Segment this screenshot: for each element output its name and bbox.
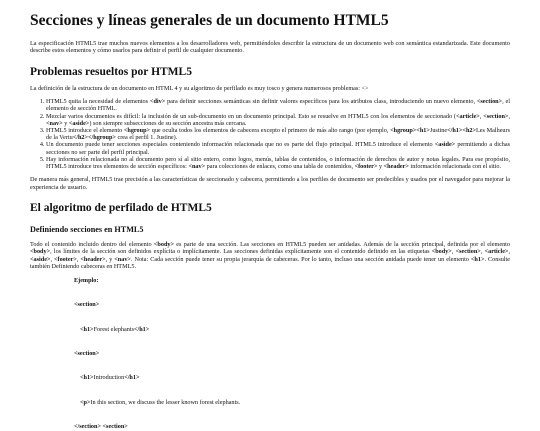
example-label: Ejemplo: (74, 276, 99, 284)
section-heading-problems: Problemas resueltos por HTML5 (30, 65, 192, 78)
problems-list (30, 98, 510, 170)
code-line: <p>In this section, we discuss the lesser known forest elephants. (80, 398, 241, 406)
page-title: Secciones y líneas generales de un documento HTML5 (30, 12, 389, 29)
section-heading-algorithm: El algoritmo de perfilado de HTML5 (30, 202, 212, 215)
list-item: 3. HTML5 introduce el elemento <hgroup> que oculta todos los elementos de cabecera excepto el primero de más alto rango (por ejemplo, <hgroup><h1>Justine</h1><h2>Les Malheurs de la Vertu</h2></hgroup> crea el perfil 1. Justine). (46, 127, 510, 141)
code-example (74, 277, 510, 431)
problems-lead-paragraph: La definición de la estructura de un documento en HTML 4 y su algoritmo de perfilado es muy tosco y genera numerosos problemas: <> (30, 84, 369, 92)
code-line: <section> (74, 349, 100, 357)
code-line: <h1>Introduction</h1> (80, 374, 140, 382)
defining-sections-paragraph: Todo el contenido incluido dentro del elemento <body> es parte de una sección. Las secciones en HTML5 pueden ser anidadas. Además de la sección principal, definida por el elemento <body>, los límites de la sección son definidos explícita o implícitamente. Las secciones definidas explícitamente son el contenido definido en las etiquetas <body>, <section>, <article>, <aside>, <footer>, <header>, y <nav>. Nota: Cada sección puede tener su propia jerarquía de cabeceras. Por lo tanto, incluso una sección anidada puede tener un elemento <h1>. Consulte también Definiendo cabeceras en HTML5. (30, 241, 511, 271)
subsection-heading-defining-sections: Definiendo secciones en HTML5 (30, 225, 144, 235)
list-item: 2. Mezclar varios documentos es difícil: la inclusión de un sub-documento en un documento principal. Esto se resuelve en HTML5 con los elementos de seccionado (<article>, <section>, <nav> y <aside>) son siempre subsecciones de su sección ancestra más cercana. (46, 113, 510, 127)
code-line: <h1>Forest elephants</h1> (80, 325, 150, 333)
intro-paragraph: La especificación HTML5 trae muchos nuevos elementos a los desarrolladores web, permitiéndoles describir la estructura de un documento web con semántica estandarizada. Este documento describe estos elementos y cómo usarlos para definir el perfil de cualquier documento. (30, 40, 510, 55)
code-line: <section> (74, 301, 100, 309)
list-item: 4. Un documento puede tener secciones especiales conteniendo información relacionada que no es parte del flujo principal. HTML5 introduce el elemento <aside> permitiendo a dichas secciones no ser parte del perfil principal. (46, 141, 510, 155)
problems-closing-paragraph: De manera más general, HTML5 trae precisión a las características de seccionado y cabecera, permitiendo a los perfiles de documento ser predecibles y usados por el navegador para mejorar la experiencia de usuario. (30, 176, 510, 191)
code-line: </section> <section> (74, 423, 128, 431)
list-item: 5. Hay información relacionada no al documento pero sí al sitio entero, como logos, menús, tablas de contenidos, o información de derechos de autor y notas legales. Para ese propósito, HTML5 introduce tres elementos de sección específicos: <nav> para colecciones de enlaces, como una tabla de contenidos, <footer> y <header> información relacionada con el sitio. (46, 156, 510, 170)
list-item: 1. HTML5 quita la necesidad de elementos <div> para definir secciones semánticas sin definir valores específicos para los atributos class, introduciendo un nuevo elemento, <section>, el elemento de sección HTML. (46, 98, 510, 112)
